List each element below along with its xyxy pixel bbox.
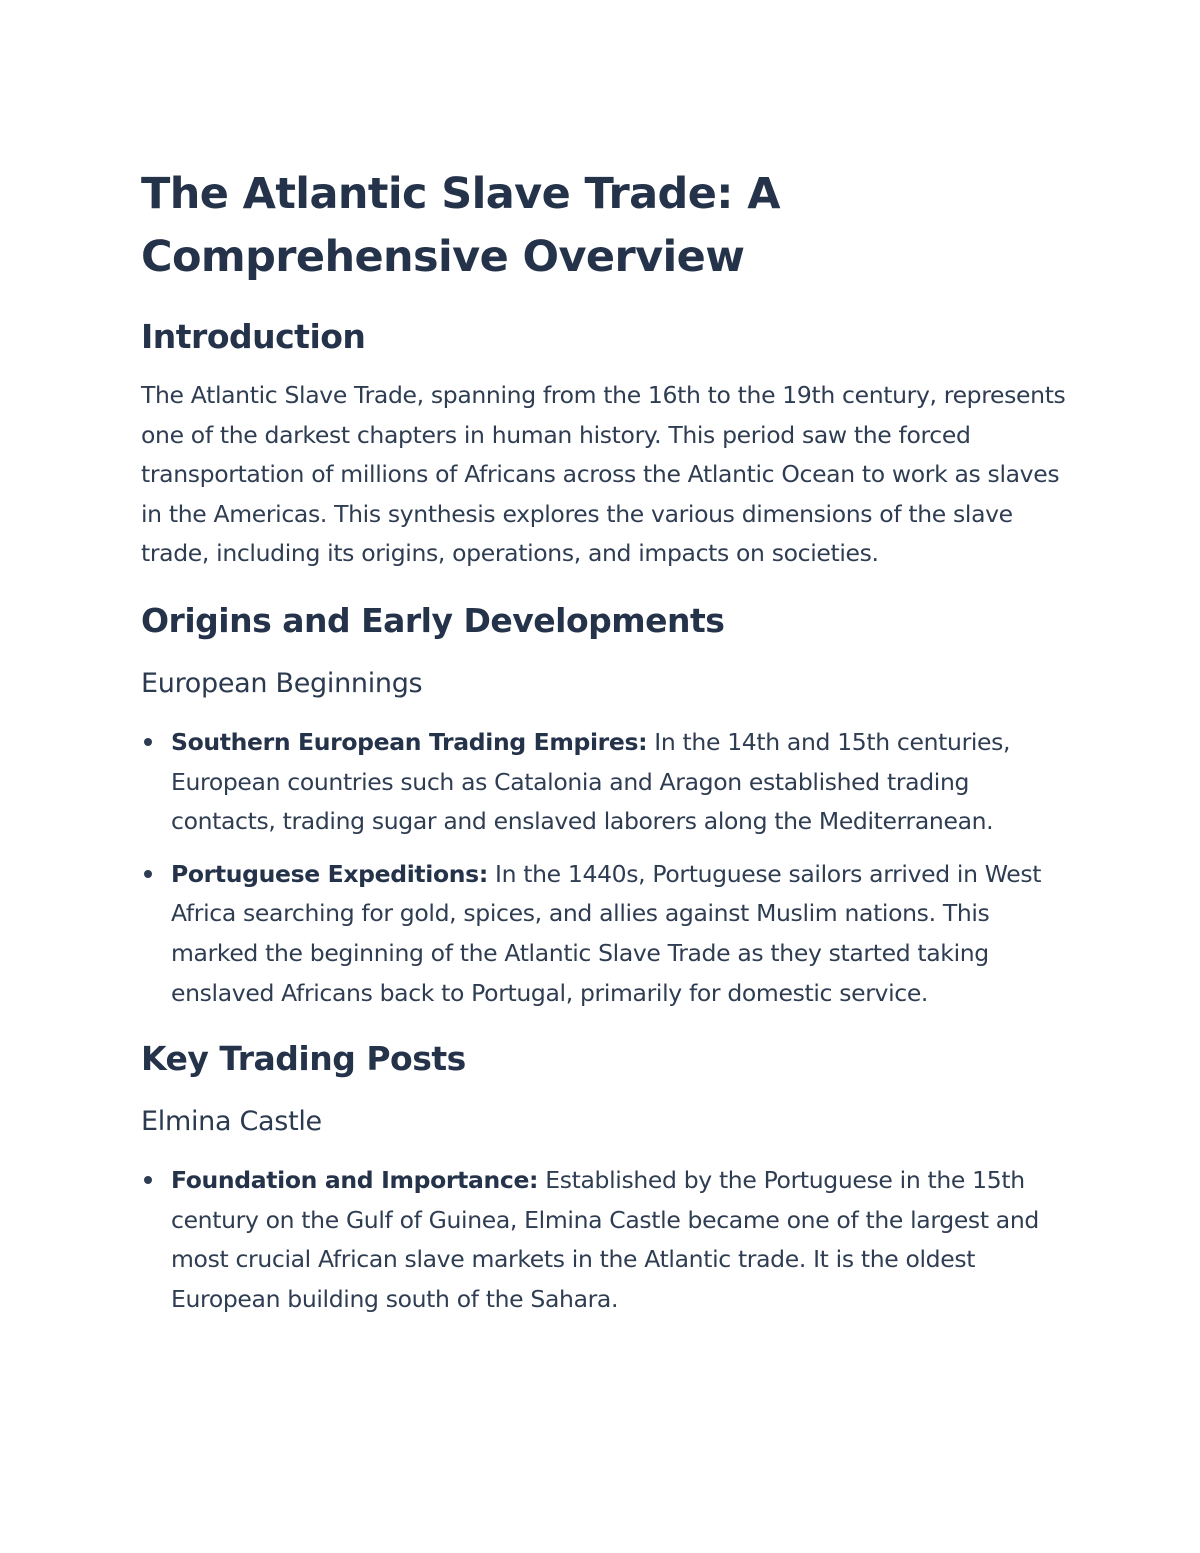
document-title: The Atlantic Slave Trade: A Comprehensive Overview bbox=[141, 169, 780, 282]
elmina-castle-list bbox=[141, 1161, 1071, 1319]
introduction-paragraph: The Atlantic Slave Trade, spanning from the 16th to the 19th century, represents one of the darkest chapters in human history. This period saw the forced transportation of millions of Africans across the Atlantic Ocean to work as slaves in the Americas. This synthesis explores the various dimensions of the slave trade, including its origins, operations, and impacts on societies. bbox=[141, 381, 1066, 568]
bullet-icon bbox=[144, 738, 152, 746]
list-item bbox=[141, 1161, 1071, 1319]
list-item bbox=[141, 855, 1071, 1013]
list-item-text: Established by the Portuguese in the 15th century on the Gulf of Guinea, Elmina Castle became one of the largest and most crucial African slave markets in the Atlantic trade. It is the oldest European building south of the Sahara. bbox=[171, 1166, 1039, 1313]
european-beginnings-subheading: European Beginnings bbox=[141, 667, 423, 699]
document-page bbox=[141, 163, 1071, 1320]
list-item-text: In the 1440s, Portuguese sailors arrived in West Africa searching for gold, spices, and allies against Muslim nations. This marked the beginning of the Atlantic Slave Trade as they started taking enslaved Africans back to Portugal, primarily for domestic service. bbox=[171, 859, 1042, 1007]
list-item-label: Foundation and Importance: bbox=[171, 1166, 539, 1195]
list-item-label: Southern European Trading Empires: bbox=[171, 727, 648, 756]
list-item-label: Portuguese Expeditions: bbox=[171, 859, 488, 888]
european-beginnings-list bbox=[141, 723, 1071, 1013]
list-item bbox=[141, 723, 1071, 842]
list-item-text: In the 14th and 15th centuries, European countries such as Catalonia and Aragon established trading contacts, trading sugar and enslaved laborers along the Mediterranean. bbox=[171, 727, 1011, 836]
bullet-icon bbox=[144, 870, 152, 878]
elmina-castle-subheading: Elmina Castle bbox=[141, 1106, 322, 1138]
origins-heading: Origins and Early Developments bbox=[141, 600, 725, 640]
trading-posts-heading: Key Trading Posts bbox=[141, 1039, 466, 1079]
bullet-icon bbox=[144, 1176, 152, 1184]
introduction-heading: Introduction bbox=[141, 317, 366, 356]
